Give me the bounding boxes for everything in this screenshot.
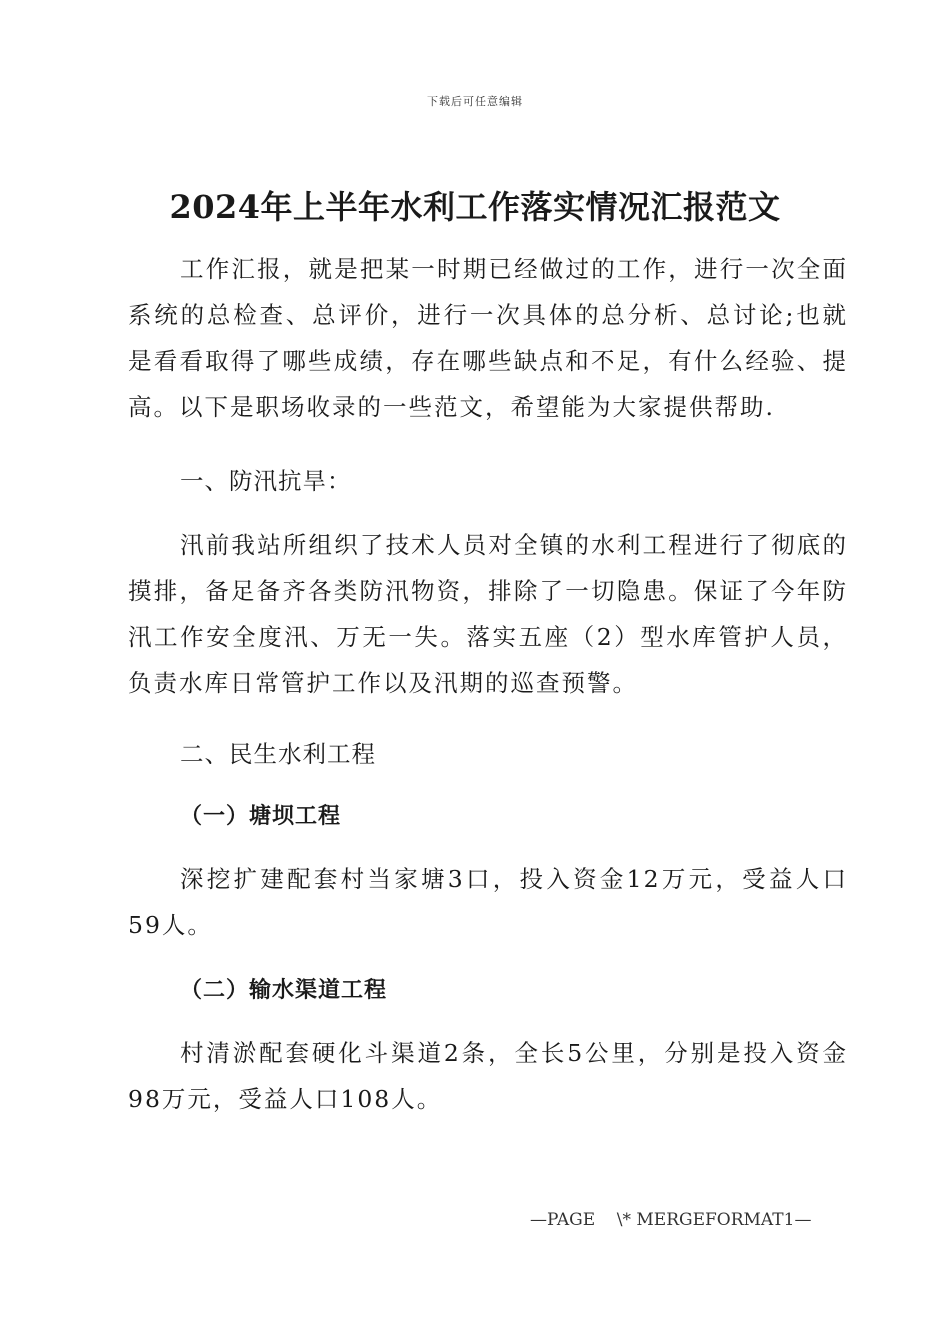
subsection-paragraph-pond-dam: 深挖扩建配套村当家塘3口，投入资金12万元，受益人口59人。 <box>128 865 848 939</box>
page-footer: —PAGE \* MERGEFORMAT1— <box>530 1210 812 1230</box>
subsection-paragraph-canal: 村清淤配套硬化斗渠道2条，全长5公里，分别是投入资金98万元，受益人口108人。 <box>128 1039 848 1113</box>
subsection-heading-canal: （二）输水渠道工程 <box>180 978 388 1003</box>
header-note: 下载后可任意编辑 <box>427 95 523 108</box>
section-heading-flood-control: 一、防汛抗旱： <box>180 467 352 495</box>
section-heading-livelihood-water: 二、民生水利工程 <box>180 740 376 768</box>
subsection-heading-pond-dam: （一）塘坝工程 <box>180 804 342 829</box>
intro-paragraph: 工作汇报，就是把某一时期已经做过的工作，进行一次全面系统的总检查、总评价，进行一次具体的总分析、总讨论;也就是看看取得了哪些成绩，存在哪些缺点和不足，有什么经验、提高。以下是职场收录的一些范文，希望能为大家提供帮助. <box>128 255 848 421</box>
document-title: 2024年上半年水利工作落实情况汇报范文 <box>169 188 781 226</box>
section-paragraph-flood-control: 汛前我站所组织了技术人员对全镇的水利工程进行了彻底的摸排，备足备齐各类防汛物资，排除了一切隐患。保证了今年防汛工作安全度汛、万无一失。落实五座（2）型水库管护人员，负责水库日常管护工作以及汛期的巡查预警。 <box>128 531 848 697</box>
